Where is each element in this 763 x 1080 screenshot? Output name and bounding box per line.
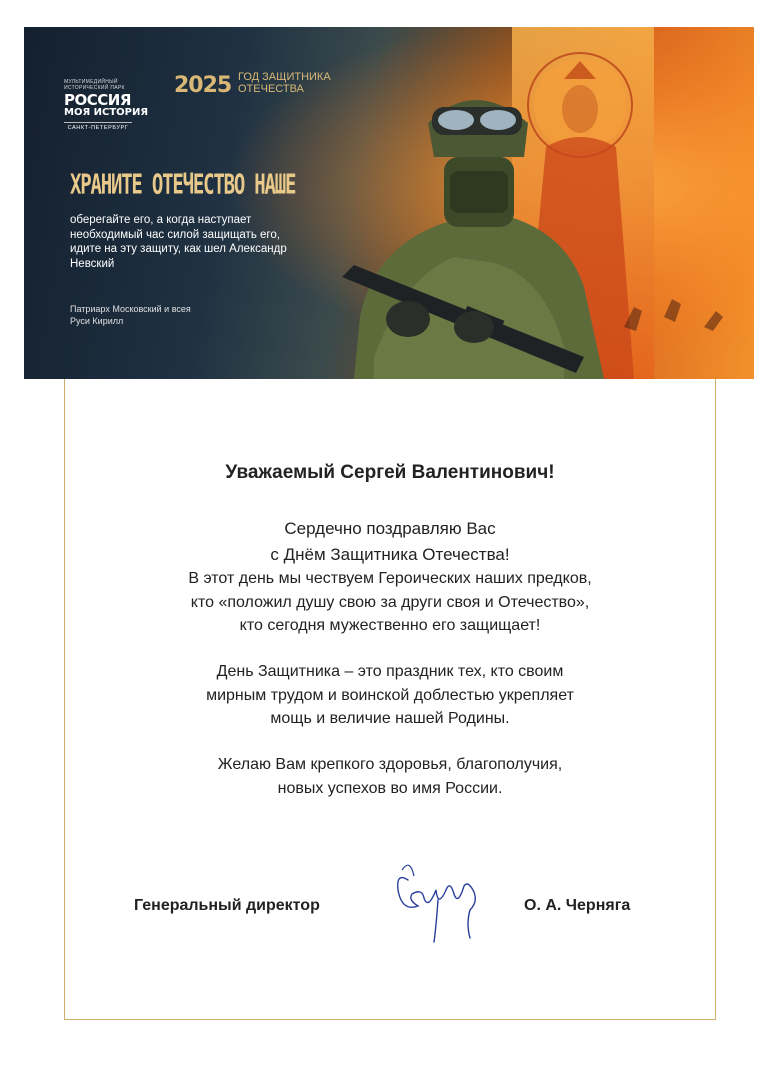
signatory-title: Генеральный директор [134,897,320,914]
congratulation-heading [64,516,716,568]
year-number: 2025 [174,73,232,98]
paragraph-line: мирным трудом и воинской доблестью укрепляет [206,686,574,704]
paragraph-line: Желаю Вам крепкого здоровья, благополучия, [217,756,563,773]
letter-greeting: Уважаемый Сергей Валентинович! [225,462,555,483]
signatory-name: О. А. Черняга [524,897,631,914]
paragraph-line: новых успехов во имя России. [277,779,503,797]
logo-sub-text: МОЯ ИСТОРИЯ [64,107,149,118]
paragraph-heroes [64,567,716,638]
banner-quote: оберегайте его, а когда наступает необходимый час силой защищать его, идите на эту защиту, как шел Александр Невский [70,214,287,270]
logo-main-text: РОССИЯ [64,91,131,109]
paragraph-defender-day [64,660,716,731]
paragraph-line: кто сегодня мужественно его защищает! [239,617,541,634]
paragraph-line: День Защитника – это праздник тех, кто своим [216,663,564,680]
quote-author: Патриарх Московский и всея Руси Кирилл [70,304,191,326]
paragraph-line: кто «положил душу свою за други своя и Отечество», [190,593,590,611]
congrats-line-2: с Днём Защитника Отечества! [270,545,510,564]
russia-my-history-logo [64,79,148,131]
handwritten-signature [388,850,488,950]
logo-city-text: САНКТ-ПЕТЕРБУРГ [64,122,132,131]
paragraph-line: мощь и величие нашей Родины. [270,710,510,727]
header-banner [24,27,754,379]
paragraph-wishes [64,753,716,800]
logo-top-text: МУЛЬТИМЕДИЙНЫЙ ИСТОРИЧЕСКИЙ ПАРК [64,79,125,91]
congrats-line-1: Сердечно поздравляю Вас [284,519,496,538]
banner-slogan: ХРАНИТЕ ОТЕЧЕСТВО НАШЕ [70,169,296,201]
year-label: ГОД ЗАЩИТНИКА ОТЕЧЕСТВА [238,71,331,95]
paragraph-line: В этот день мы чествуем Героических наших предков, [188,570,592,587]
